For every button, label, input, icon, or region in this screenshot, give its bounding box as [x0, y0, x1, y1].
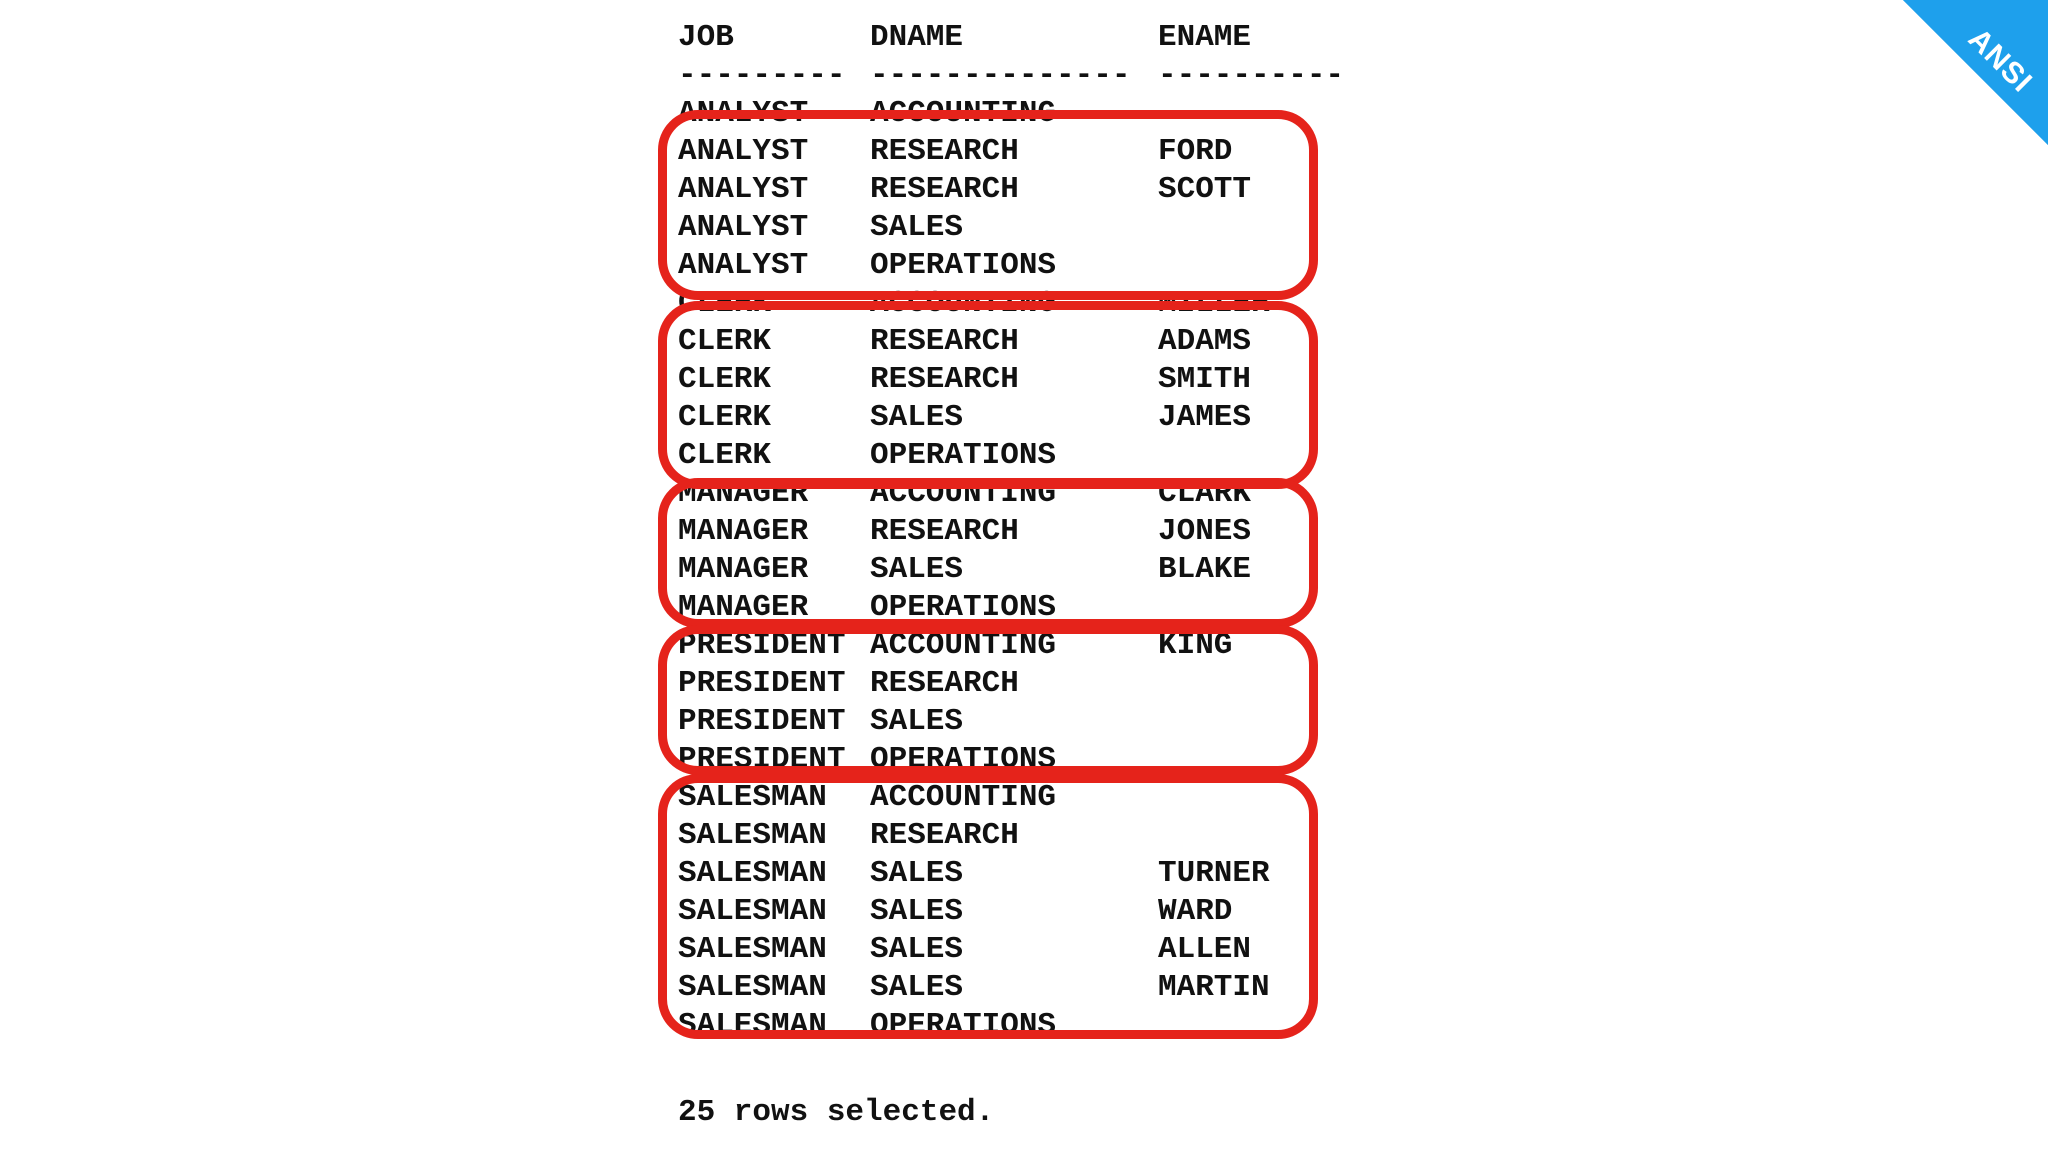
- cell-dname: SALES: [870, 970, 964, 1005]
- cell-job: SALESMAN: [678, 932, 827, 967]
- cell-dname: SALES: [870, 856, 964, 891]
- cell-dname: SALES: [870, 552, 964, 587]
- highlight-box-president: [658, 625, 1318, 775]
- cell-job: CLERK: [678, 400, 772, 435]
- cell-job: ANALYST: [678, 210, 809, 245]
- cell-ename: SCOTT: [1158, 172, 1252, 207]
- cell-job: PRESIDENT: [678, 666, 846, 701]
- cell-job: PRESIDENT: [678, 704, 846, 739]
- cell-dname: OPERATIONS: [870, 1008, 1057, 1043]
- cell-job: SALESMAN: [678, 1008, 827, 1043]
- cell-dname: ACCOUNTING: [870, 628, 1057, 663]
- cell-ename: WARD: [1158, 894, 1233, 929]
- header-job: JOB: [678, 20, 734, 55]
- cell-ename: JAMES: [1158, 400, 1252, 435]
- cell-dname: SALES: [870, 704, 964, 739]
- cell-job: CLERK: [678, 438, 772, 473]
- separator-ename: ----------: [1158, 58, 1345, 93]
- highlight-box-manager: [658, 478, 1318, 628]
- separator-job: ---------: [678, 58, 846, 93]
- cell-ename: TURNER: [1158, 856, 1270, 891]
- cell-dname: OPERATIONS: [870, 248, 1057, 283]
- rows-selected-footer: 25 rows selected.: [678, 1095, 995, 1130]
- cell-job: SALESMAN: [678, 894, 827, 929]
- cell-dname: RESEARCH: [870, 818, 1019, 853]
- cell-dname: OPERATIONS: [870, 590, 1057, 625]
- cell-ename: FORD: [1158, 134, 1233, 169]
- cell-dname: OPERATIONS: [870, 742, 1057, 777]
- cell-job: CLERK: [678, 362, 772, 397]
- cell-dname: ACCOUNTING: [870, 96, 1057, 131]
- cell-job: MANAGER: [678, 514, 809, 549]
- cell-dname: ACCOUNTING: [870, 780, 1057, 815]
- cell-ename: MARTIN: [1158, 970, 1270, 1005]
- cell-dname: RESEARCH: [870, 324, 1019, 359]
- cell-dname: RESEARCH: [870, 134, 1019, 169]
- header-dname: DNAME: [870, 20, 964, 55]
- cell-job: ANALYST: [678, 172, 809, 207]
- cell-ename: KING: [1158, 628, 1233, 663]
- cell-dname: ACCOUNTING: [870, 476, 1057, 511]
- cell-job: ANALYST: [678, 134, 809, 169]
- cell-job: SALESMAN: [678, 780, 827, 815]
- ansi-badge-label: ANSI: [1962, 22, 2039, 100]
- highlight-box-analyst: [658, 110, 1318, 300]
- cell-dname: RESEARCH: [870, 666, 1019, 701]
- cell-job: ANALYST: [678, 248, 809, 283]
- cell-ename: BLAKE: [1158, 552, 1252, 587]
- cell-ename: ALLEN: [1158, 932, 1252, 967]
- cell-dname: RESEARCH: [870, 514, 1019, 549]
- cell-dname: OPERATIONS: [870, 438, 1057, 473]
- ansi-badge: [1888, 0, 2048, 160]
- header-row: [0, 19, 1252, 57]
- cell-job: CLERK: [678, 286, 772, 321]
- cell-job: SALESMAN: [678, 818, 827, 853]
- cell-ename: JONES: [1158, 514, 1252, 549]
- cell-dname: RESEARCH: [870, 362, 1019, 397]
- cell-job: MANAGER: [678, 590, 809, 625]
- cell-job: ANALYST: [678, 96, 809, 131]
- cell-dname: SALES: [870, 400, 964, 435]
- cell-ename: CLARK: [1158, 476, 1252, 511]
- highlight-box-salesman: [658, 774, 1318, 1039]
- cell-ename: ADAMS: [1158, 324, 1252, 359]
- highlight-box-clerk: [658, 301, 1318, 489]
- cell-job: SALESMAN: [678, 970, 827, 1005]
- header-ename: ENAME: [1158, 20, 1252, 55]
- cell-dname: ACCOUNTING: [870, 286, 1057, 321]
- cell-dname: SALES: [870, 210, 964, 245]
- cell-job: SALESMAN: [678, 856, 827, 891]
- cell-job: PRESIDENT: [678, 742, 846, 777]
- separator-row: [0, 57, 1345, 95]
- separator-dname: --------------: [870, 58, 1131, 93]
- cell-job: MANAGER: [678, 552, 809, 587]
- cell-ename: SMITH: [1158, 362, 1252, 397]
- cell-job: CLERK: [678, 324, 772, 359]
- cell-job: MANAGER: [678, 476, 809, 511]
- cell-dname: RESEARCH: [870, 172, 1019, 207]
- cell-job: PRESIDENT: [678, 628, 846, 663]
- cell-dname: SALES: [870, 894, 964, 929]
- cell-dname: SALES: [870, 932, 964, 967]
- cell-ename: MILLER: [1158, 286, 1270, 321]
